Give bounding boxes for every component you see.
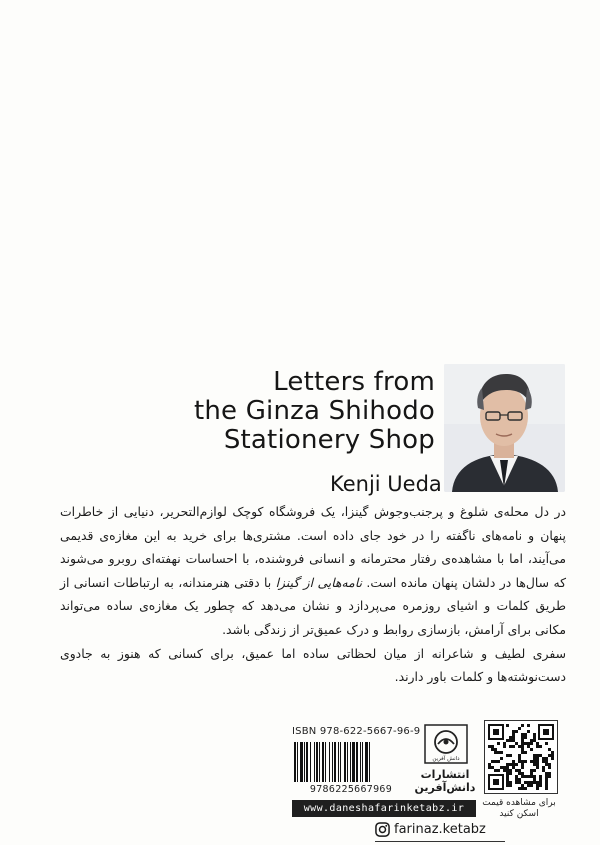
- price-qr-code[interactable]: [484, 720, 558, 794]
- qr-caption: برای مشاهده قیمت اسکن کنید: [482, 798, 556, 819]
- isbn-label: ISBN 978-622-5667-96-9: [292, 726, 421, 737]
- author-portrait-image: [444, 364, 565, 492]
- barcode-digits: 9786225667969: [309, 784, 393, 795]
- instagram-link[interactable]: [375, 819, 486, 839]
- publisher-logo-text: دانش آفرین: [432, 756, 460, 762]
- description-paragraph-2: سفری لطیف و شاعرانه از میان لحظاتی ساده اما عمیق، برای کسانی که هنوز به جادوی دست‌نوشته‌ها و کلمات باور دارند.: [60, 645, 566, 685]
- author-photo: [444, 364, 565, 492]
- title-line-2: the Ginza Shihodo: [193, 396, 435, 426]
- publisher-name: انتشارات دانش‌آفرین: [414, 768, 476, 794]
- book-title-persian: نامه‌هایی از گینزا: [275, 574, 363, 590]
- book-description: [60, 500, 566, 689]
- divider: [375, 841, 505, 842]
- title-line-1: Letters from: [273, 367, 435, 397]
- title-line-3: Stationery Shop: [223, 425, 435, 455]
- instagram-icon: [375, 822, 390, 837]
- barcode: [292, 742, 410, 782]
- publisher-logo-icon: [424, 724, 468, 764]
- book-title: [180, 368, 435, 455]
- author-name: Kenji Ueda: [330, 472, 442, 496]
- publisher-website-link[interactable]: www.daneshafarinketabz.ir: [292, 800, 476, 817]
- instagram-handle: farinaz.ketabz: [394, 821, 486, 837]
- qr-code-icon: [485, 721, 557, 793]
- description-paragraph-1: در دل محله‌ی شلوغ و پرجنب‌وجوش گینزا، یک فروشگاه کوچک لوازم‌التحریر، دنیایی از خاطرات پنهان و نامه‌های ناگفته را در خود جای داده است. مشتری‌ها برای خرید به این مغازه‌ی قدیمی می‌آیند، اما با مشاهده‌ی رفتار محترمانه و انسانی فروشنده، با احساسات نهفته‌ای روبرو می‌شوند که سال‌ها در دلشان پنهان مانده است. نامه‌هایی از گینزا با دقتی هنرمندانه، به ارتباطات انسانی از طریق کلمات و اشیای روزمره می‌پردازد و نشان می‌دهد که چطور یک مغازه‌ی ساده می‌تواند مکانی برای آرامش، بازسازی روابط و درک عمیق‌تر از زندگی باشد.: [60, 504, 566, 637]
